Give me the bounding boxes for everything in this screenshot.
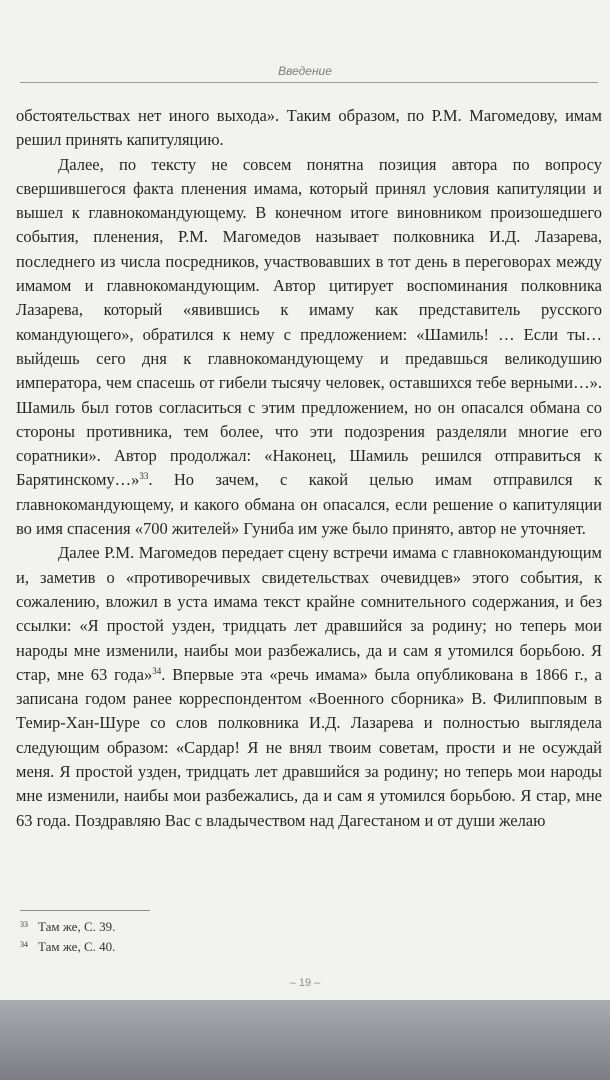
paragraph <box>16 104 602 153</box>
header-rule <box>20 82 598 83</box>
paragraph-text: обстоятельствах нет иного выхода». Таким образом, по Р.М. Магомедову, имам решил принять капитуляцию. <box>16 106 602 150</box>
footnote-reference: 34 <box>152 665 162 676</box>
footnote-number: 33 <box>20 920 28 929</box>
body-text <box>16 104 602 833</box>
footnote-34 <box>20 936 115 956</box>
paragraph-text: Далее, по тексту не совсем понятна позиция автора по вопросу свершившегося факта пленения имама, который принял условия капитуляции и вышел к главнокомандующему. В конечном итоге виновником произошедшего события, пленения, Р.М. Магомедов называет полковника И.Д. Лазарева, последнего из числа посредников, участвовавших в тот день в переговорах между имамом и главнокомандующим. Автор цитирует воспоминания полковника Лазарева, который «явившись к имаму как представитель русского командующего», обратился к нему с предложением: «Шамиль! … Если ты… выйдешь сего дня к главнокомандующему и предавшься великодушию императора, чем спасешь от гибели тысячу человек, оставшихся тебе верными…». Шамиль был готов согласиться с этим предложением, но он опасался обмана со стороны противника, тем более, что эти подозрения разделяли многие его соратники». Автор продолжал: «Наконец, Шамиль решился отправиться к Барятинскому…» <box>16 154 602 490</box>
footnote-33 <box>20 916 115 936</box>
footnotes <box>20 916 115 956</box>
paragraph-text: Далее Р.М. Магомедов передает сцену встречи имама с главнокомандующим и, заметив о «противоречивых свидетельствах очевидцев» этого события, к сожалению, вложил в уста имама текст крайне сомнительного содержания, и без ссылки: «Я простой узден, тридцать лет дравшийся за родину; но теперь мои народы мне изменили, наибы мои разбежались, да и сам я утомился борьбою. Я стар, мне 63 года» <box>16 543 602 684</box>
footnote-reference: 33 <box>139 471 149 482</box>
paragraph <box>16 541 602 833</box>
footnote-text: Там же, С. 39. <box>38 919 116 934</box>
paragraph <box>16 153 602 542</box>
running-header: Введение <box>278 64 332 78</box>
background-surface <box>0 1000 610 1080</box>
paragraph-text: . Но зачем, с какой целью имам отправился к главнокомандующему, и какого обмана он опасался, если решение о капитуляции во имя спасения «700 жителей» Гуниба им уже было принято, автор не уточняет. <box>16 470 602 539</box>
footnote-text: Там же, С. 40. <box>38 939 116 954</box>
paragraph-text: . Впервые эта «речь имама» была опубликована в 1866 г., а записана годом ранее корреспондентом «Военного сборника» В. Филипповым в Темир-Хан-Шуре со слов полковника И.Д. Лазарева и полностью выглядела следующим образом: «Сардар! Я не внял твоим советам, прости и не осуждай меня. Я простой узден, тридцать лет дравшийся за родину; но теперь мои народы мне изменили, наибы мои разбежались, да и сам я утомился борьбою. Я стар, мне 63 года. Поздравляю Вас с владычеством над Дагестаном и от души желаю <box>16 664 602 830</box>
footnote-number: 34 <box>20 940 28 949</box>
page-number: – 19 – <box>289 977 321 989</box>
footnote-separator <box>20 910 150 911</box>
